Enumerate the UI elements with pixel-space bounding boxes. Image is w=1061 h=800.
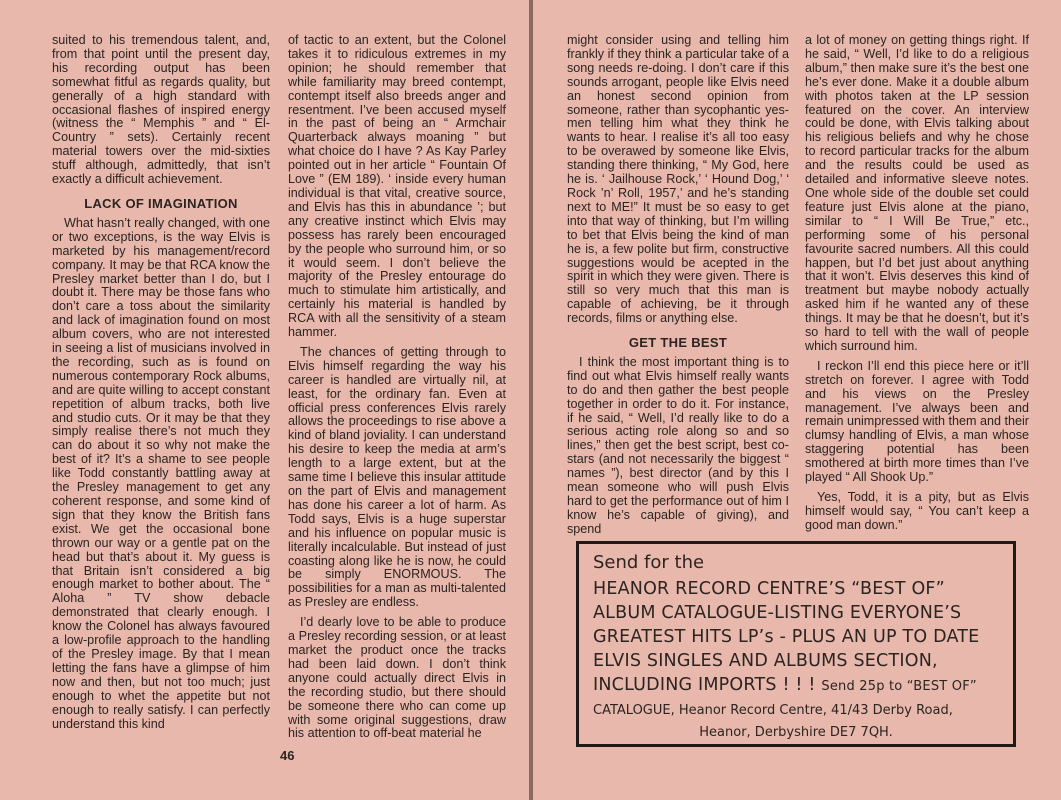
column-1 (52, 34, 270, 737)
paragraph: might consider using and telling him frankly if they think a particular take of a song needs re-doing. I don’t care if this sounds arrogant, people like Elvis need an honest second opinion from someone, rather than sycophantic yes-men telling him what they think he wants to hear. I realise it’s all too easy to be overawed by someone like Elvis, standing there thinking, “ My God, here he is. ‘ Jailhouse Rock,’ ‘ Hound Dog,’ ‘ Rock ’n’ Roll, 1957,’ and he’s standing next to ME!” It must be so easy to get into that way of thinking, but I’m willing to bet that Elvis being the kind of man he is, a few polite but firm, constructive suggestions would be acepted in the spirit in which they were given. There is still so very much that this man is capable of achieving, be it through records, films or anything else. (567, 33, 789, 326)
advert-line-4: ELVIS SINGLES AND ALBUMS SECTION, (593, 651, 938, 671)
paragraph: I’d dearly love to be able to produce a Presley recording session, or at least market the product once the tracks had been laid down. I don’t think anyone could actually direct Elvis in the recording studio, but there should be someone there who can come up with some original suggestions, draw his attention to off-beat material he (288, 615, 506, 741)
paragraph: What hasn’t really changed, with one or two exceptions, is the way Elvis is marketed by his management/record company. It may be that RCA know the Presley market better than I do, but I doubt it. There may be those fans who don’t care a toss about the similarity and lack of imagination found on most album covers, who are not interested in seeing a list of musicians involved in the recording, such as is found on numerous contemporary Rock albums, and are quite willing to accept constant repetition of album tracks, both live and studio cuts. Or it may be that they simply realise there’s not much they can do about it so why not make the best of it? It’s a shame to see people like Todd constantly battling away at the Presley management to get any coherent response, and some kind of sign that they know the British fans exist. We get the occasional bone thrown our way or a gentle pat on the head but that’s about it. My guess is that Britain isn’t considered a big enough market to bother about. The “ Aloha ” TV show debacle demonstrated that clearly enough. I know the Colonel has always favoured a low-profile approach to the handling of the Presley image. By that I mean letting the fans have a glimpse of him now and then, but not too much; just enough to whet the appetite but not enough to really satisfy. I can perfectly understand this kind (52, 215, 270, 731)
left-page (0, 0, 529, 800)
paragraph: I think the most important thing is to find out what Elvis himself really wants to do and then gather the best people together in order to do it. For instance, if he said, “ Well, I’d really like to do a serious acting role along so and so lines,” then get the best script, best co-stars (and not necessarily the biggest “ names ”), best director (and by this I mean someone who will push Elvis hard to get the performance out of him I know he’s capable of giving), and spend (567, 354, 789, 536)
page-number: 46 (280, 748, 295, 763)
advert-address-2: Heanor, Derbyshire DE7 7QH. (699, 725, 893, 740)
advert-line-5 (593, 673, 999, 699)
column-2 (288, 34, 506, 747)
paragraph: I reckon I’ll end this piece here or it’ll stretch on forever. I agree with Todd and his views on the Presley management. I’ve always been and remain unimpressed with them and their clumsy handling of Elvis, a man whose staggering potential has been smothered at birth more times than I’ve played “ All Shook Up.” (805, 358, 1029, 485)
column-4 (805, 34, 1029, 539)
column-3 (567, 34, 789, 543)
advert-lead: Send for the (593, 552, 705, 573)
advert-address-1: CATALOGUE, Heanor Record Centre, 41/43 Derby Road, (593, 703, 953, 718)
paragraph: of tactic to an extent, but the Colonel takes it to ridiculous extremes in my opinion; he should remember that while familiarity may breed contempt, contempt itself also breeds anger and resentment. I’ve been accused myself in the past of being an “ Armchair Quarterback always moaning ” but what choice do I have ? As Kay Parley pointed out in her article “ Fountain Of Love ” (EM 189). ‘ inside every human individual is that vital, creative source, and Elvis has this in abundance ’; but any creative instinct which Elvis may possess has rarely been encouraged by the people who surround him, or so it would seem. I don’t believe the majority of the Presley entourage do much to stimulate him artistically, and certainly his material is handled by RCA with all the sensitivity of a steam hammer. (288, 33, 506, 340)
advert-line-2: ALBUM CATALOGUE-LISTING EVERYONE’S (593, 603, 962, 623)
advertisement-box (576, 541, 1016, 747)
paragraph: suited to his tremendous talent, and, from that point until the present day, his recording output has been somewhat fitful as regards quality, but generally of a high standard with occasional flashes of inspired energy (witness the “ Memphis ” and “ El-Country ” sets). Certainly recent material towers over the mid-sixties stuff although, admittedly, that isn’t exactly a difficult achievement. (52, 33, 270, 187)
advert-line-1: HEANOR RECORD CENTRE’S “BEST OF” (593, 579, 945, 599)
paragraph: The chances of getting through to Elvis himself regarding the way his career is handled are virtually nil, at least, for the ordinary fan. Even at official press conferences Elvis rarely allows the proceedings to rise above a kind of bland joviality. I can understand his desire to keep the media at arm’s length to a large extent, but at the same time I believe this insular attitude on the part of Elvis and management has done his career a lot of harm. As Todd says, Elvis is a huge superstar and his influence on popular music is literally incalculable. But instead of just coasting along like he is now, he could be simply ENORMOUS. The possibilities for a man as multi-talented as Presley are endless. (288, 344, 506, 610)
advert-imports: INCLUDING IMPORTS ! ! ! (593, 675, 816, 695)
paragraph: Yes, Todd, it is a pity, but as Elvis himself would say, “ You can’t keep a good man down.” (805, 490, 1029, 532)
advert-send-price: Send 25p to “BEST OF” (821, 679, 977, 694)
paragraph: a lot of money on getting things right. If he said, “ Well, I’d like to do a religious album,” then make sure it’s the best one he’s ever done. Make it a double album with photos taken at the LP session featured on the cover. An interview could be done, with Elvis talking about his religious beliefs and why he chose to record particular tracks for the album and the results could be used as detailed and informative sleeve notes. One whole side of the double set could feature just Elvis alone at the piano, similar to “ I Will Be True,” etc., performing some of his personal favourite sacred numbers. All this could happen, but I’d bet just about anything that it won’t. Elvis deserves this kind of treatment but maybe nobody actually asked him if he wanted any of these things. It may be that he doesn’t, but it’s so hard to tell with the wall of people which surround him. (805, 33, 1029, 353)
section-heading-lack-of-imagination: LACK OF IMAGINATION (84, 195, 238, 211)
section-heading-get-the-best: GET THE BEST (628, 335, 728, 351)
advert-line-3: GREATEST HITS LP’s - PLUS AN UP TO DATE (593, 627, 980, 647)
